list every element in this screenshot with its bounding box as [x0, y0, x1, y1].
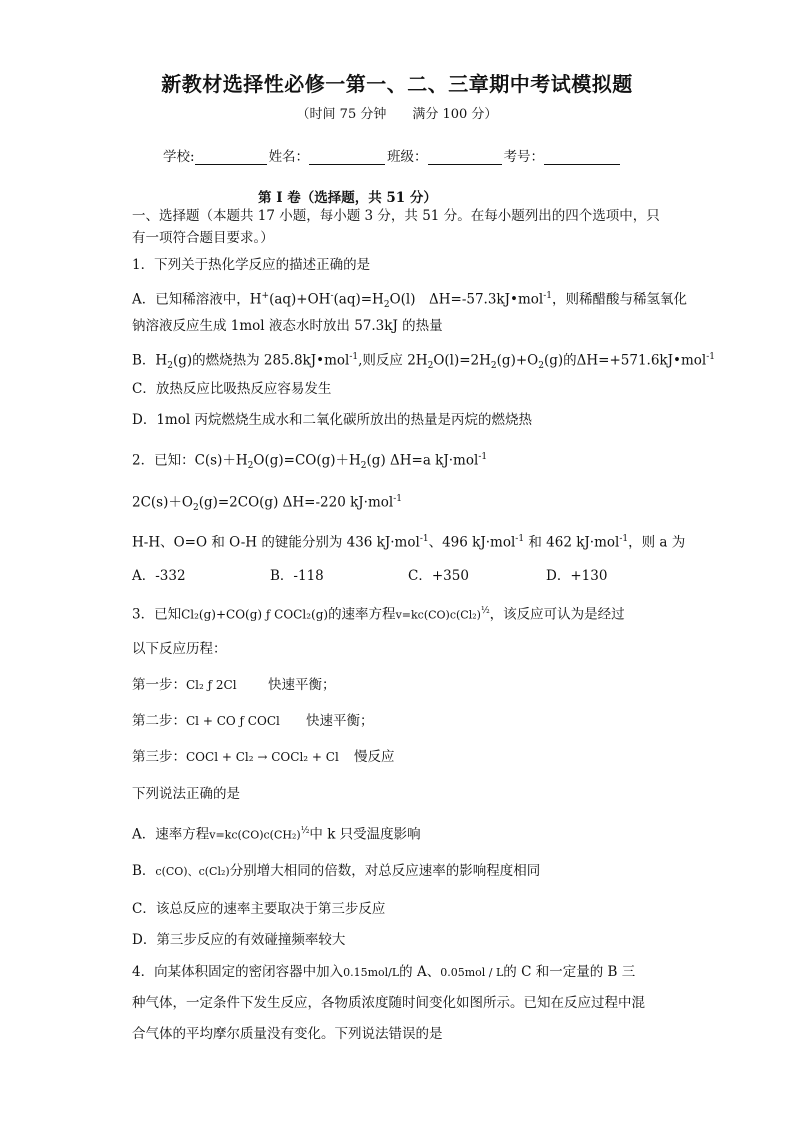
section-title: 第 I 卷（选择题，共 51 分） — [258, 190, 437, 206]
exam-subtitle: （时间 75 分钟 满分 100 分） — [296, 107, 498, 122]
class-field[interactable] — [428, 150, 502, 165]
q2-choice-a[interactable]: A．-332 — [132, 568, 186, 584]
q2-stem: 2．已知：$C(s)+H_2O(g)=CO(g)+H_2(g)$ ΔH=a kJ·mol$^{-1}$ — [132, 452, 488, 472]
q1-stem: 1．下列关于热化学反应的描述正确的是 — [132, 257, 371, 273]
class-label: 班级： — [387, 149, 428, 165]
school-field[interactable] — [195, 150, 267, 165]
q4-stem-cont-2: 合气体的平均摩尔质量没有变化。下列说法错误的是 — [132, 1026, 443, 1042]
q3-equation: Cl₂(g)+CO(g) ƒ COCl₂(g) — [181, 607, 329, 622]
q1-option-d: D．1mol 丙烷燃烧生成水和二氧化碳所放出的热量是丙烷的燃烧热 — [132, 412, 532, 428]
q1-option-b: B．$H_2(g)$的燃烧热为 285.8kJ•mol$^{-1}$,则反应 $2H_2O(l)=2H_2(g)+O_2(g)$的ΔH=+571.6kJ•mol$^{-1}$ — [132, 352, 716, 372]
q2-choice-d[interactable]: D．+130 — [546, 568, 608, 584]
q3-stem-cont: 以下反应历程： — [132, 641, 227, 657]
q3-step-1: 第一步：Cl₂ ƒ 2Cl 快速平衡； — [132, 677, 336, 693]
q2-choice-c[interactable]: C．+350 — [408, 568, 469, 584]
q4-stem: 4．向某体积固定的密闭容器中加入0.15mol/L的 A、0.05mol / L的 C 和一定量的 B 三 — [132, 964, 636, 980]
page-title: 新教材选择性必修一第一、二、三章期中考试模拟题 — [161, 72, 633, 96]
q2-choice-b[interactable]: B．-118 — [270, 568, 324, 584]
section-instruction: 一、选择题（本题共 17 小题，每小题 3 分，共 51 分。在每小题列出的四个选项中，只 — [132, 208, 660, 224]
q4-stem-cont: 种气体，一定条件下发生反应，各物质浓度随时间变化如图所示。已知在反应过程中混 — [132, 995, 645, 1011]
q3-stem: 3．已知Cl₂(g)+CO(g) ƒ COCl₂(g)的速率方程$v=kc(CO)c(Cl_2)^{\frac{1}{2}}$，该反应可认为是经过 — [132, 606, 625, 623]
q2-bond-energies: H-H、O=O 和 O-H 的键能分别为 436 kJ·mol$^{-1}$、496 kJ·mol$^{-1}$ 和 462 kJ·mol$^{-1}$，则 a 为 — [132, 534, 686, 551]
q3-step-3: 第三步：COCl + Cl₂ → COCl₂ + Cl 慢反应 — [132, 749, 395, 765]
q3-rate-equation: v=kc(CO)c(Cl₂) — [395, 608, 481, 622]
number-label: 考号： — [503, 149, 545, 165]
q3-option-d: D．第三步反应的有效碰撞频率较大 — [132, 932, 346, 948]
q3-step-2: 第二步：Cl + CO ƒ COCl 快速平衡； — [132, 713, 374, 729]
name-label: 姓名： — [268, 149, 310, 165]
number-field[interactable] — [544, 150, 620, 165]
q2-equation-2: $2C(s)+O_2(g)=2CO(g)$ ΔH=-220 kJ·mol$^{-1}$ — [132, 494, 402, 514]
q3-option-a: A．速率方程$v=kc(CO)c(CH_2)^{\frac{1}{2}}$中 k 只受温度影响 — [132, 826, 421, 843]
name-field[interactable] — [309, 150, 385, 165]
q3-option-c: C．该总反应的速率主要取决于第三步反应 — [132, 901, 386, 917]
q1-option-a: A．已知稀溶液中，$H^+(aq)+OH^-(aq)=H_2O(l)$ ΔH=-57.3kJ•mol$^{-1}$，则稀醋酸与稀氢氧化 — [132, 291, 688, 311]
q2-choices — [132, 567, 684, 585]
q3-ask: 下列说法正确的是 — [132, 786, 240, 802]
section-instruction-cont: 有一项符合题目要求。） — [132, 230, 274, 246]
q1-option-a-cont: 钠溶液反应生成 1mol 液态水时放出 57.3kJ 的热量 — [132, 318, 443, 334]
school-label: 学校: — [163, 149, 195, 165]
q3-option-b: B．c(CO)、c(Cl₂)分别增大相同的倍数，对总反应速率的影响程度相同 — [132, 863, 541, 879]
q1-option-c: C．放热反应比吸热反应容易发生 — [132, 381, 332, 397]
student-info-row — [163, 145, 622, 165]
